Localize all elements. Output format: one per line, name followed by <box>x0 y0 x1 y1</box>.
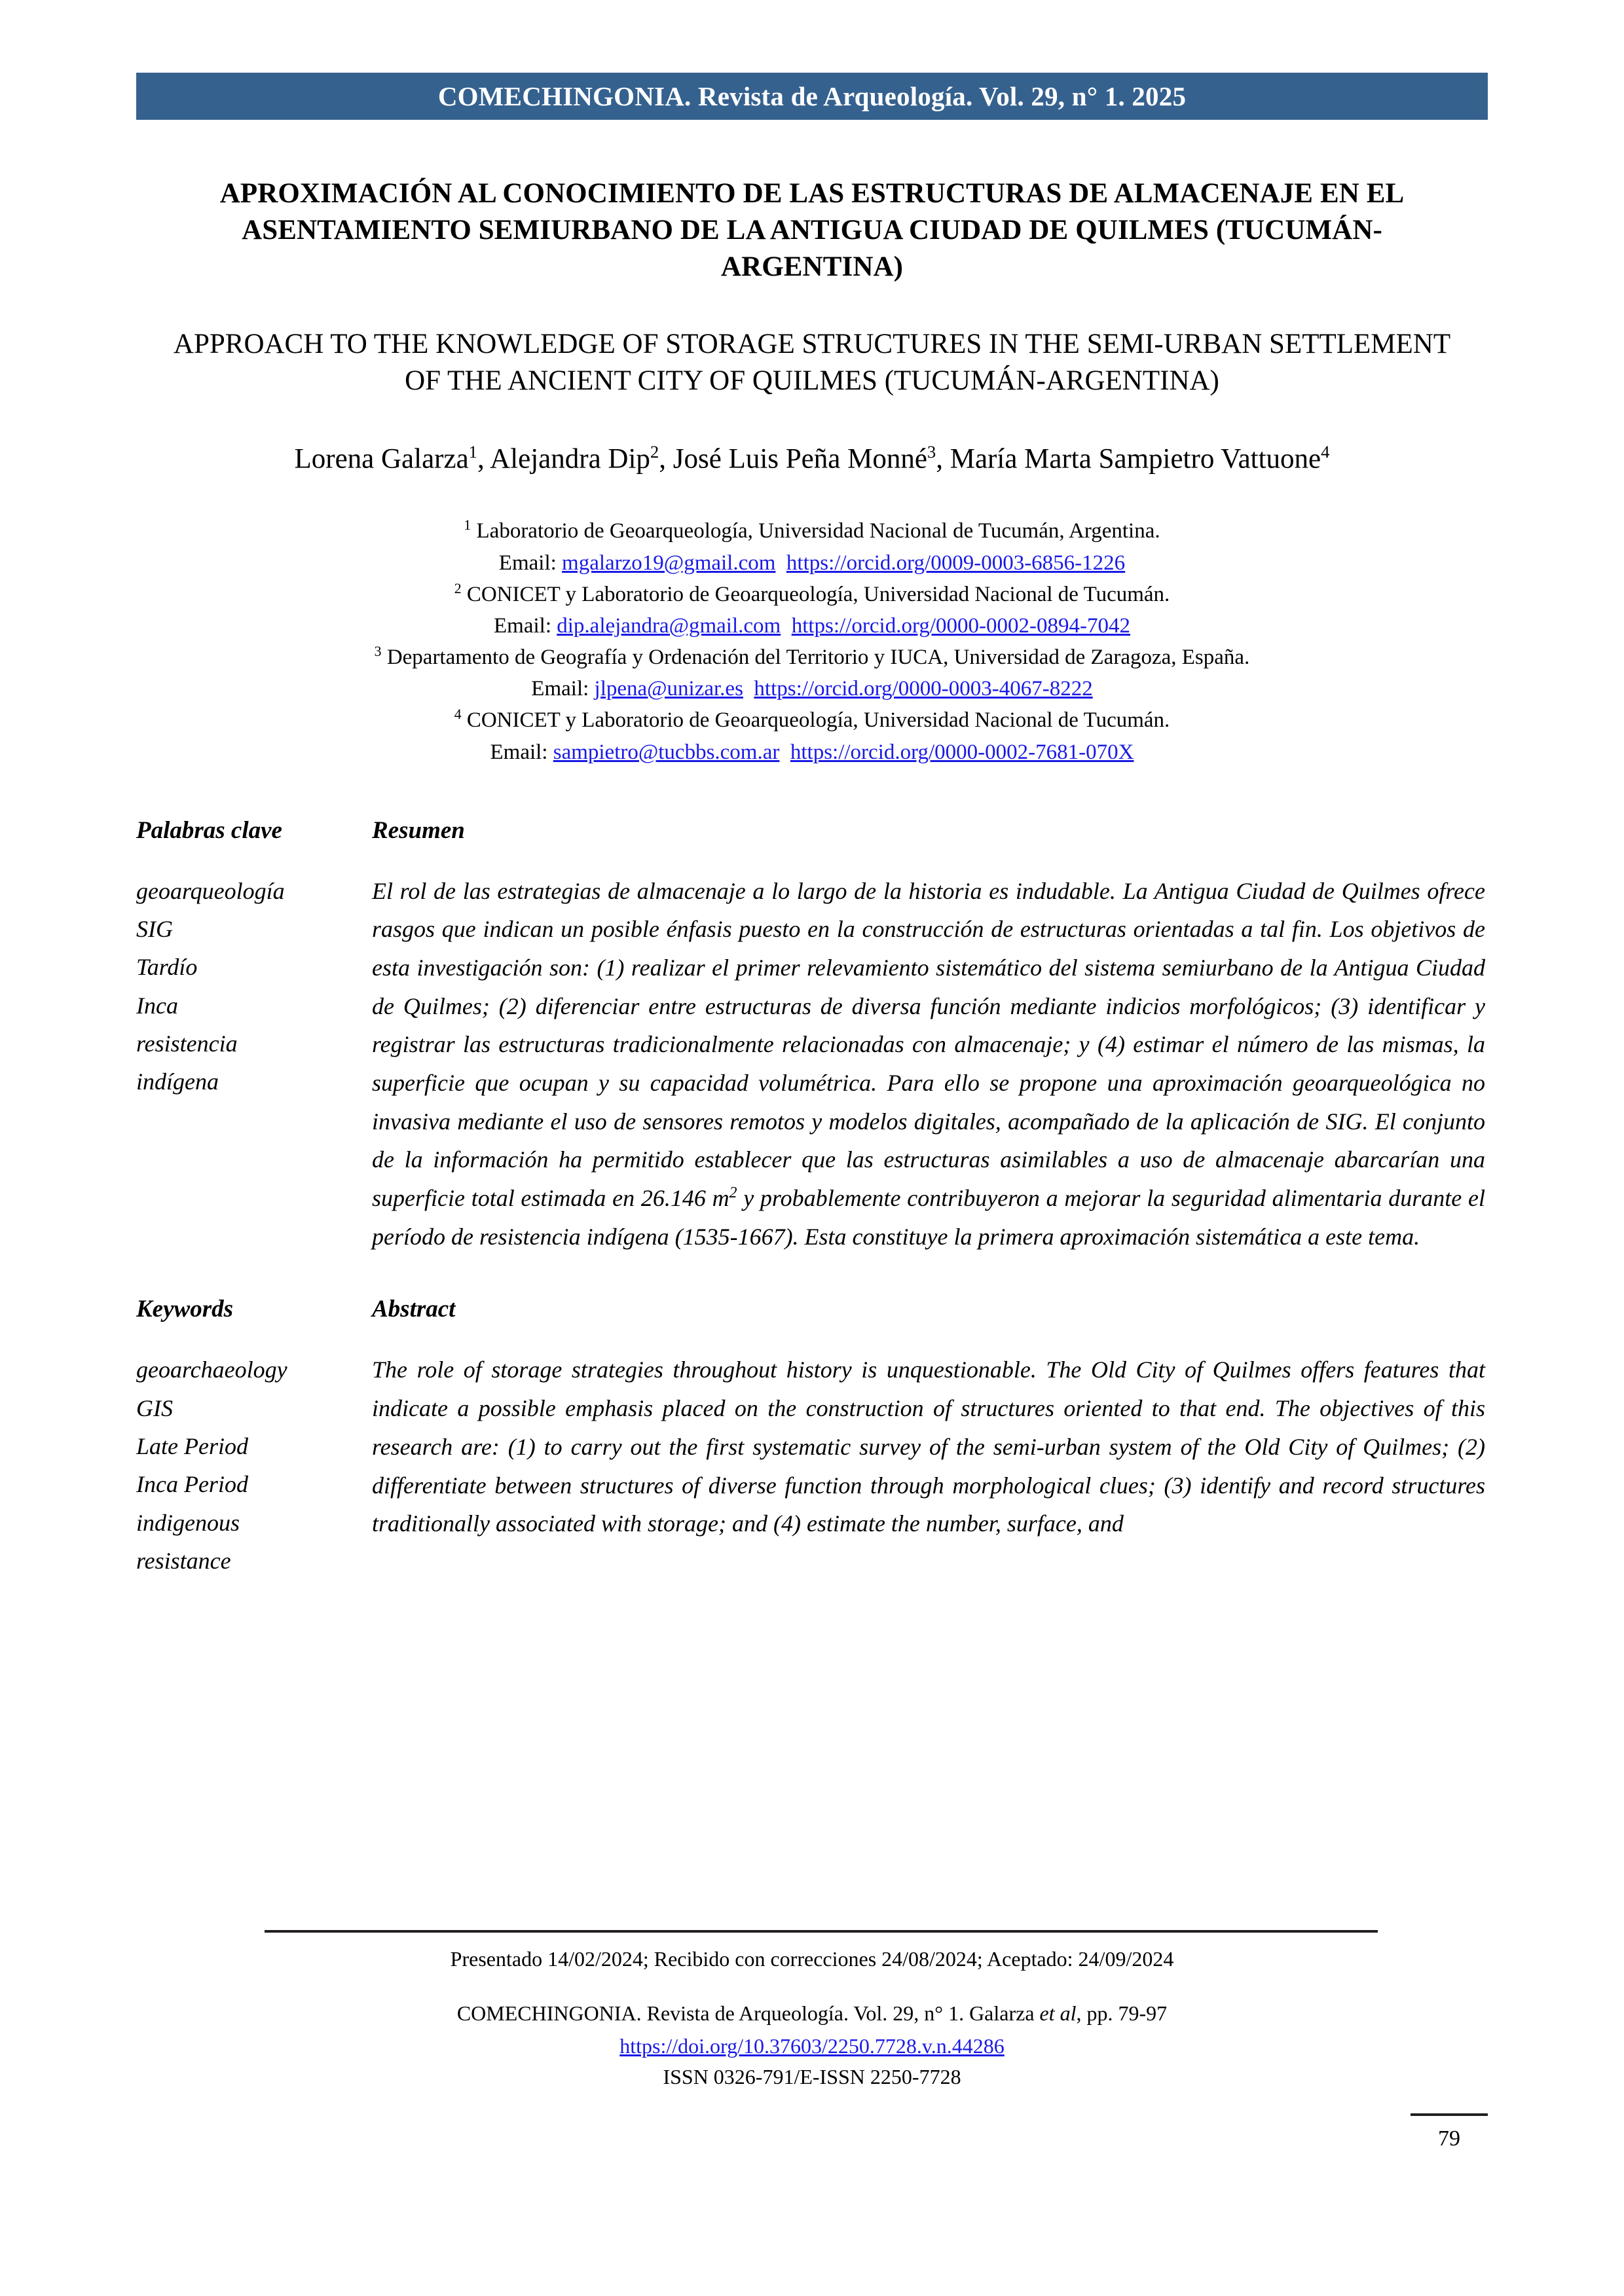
email-link[interactable]: mgalarzo19@gmail.com <box>562 551 776 575</box>
english-abstract-headings <box>136 1295 1488 1323</box>
abstract-heading-english: Abstract <box>372 1296 456 1323</box>
author-affiliation-marker: 1 <box>468 442 477 462</box>
abstract-text-english: The role of storage strategies throughout history is unquestionable. The Old City of Quilmes offers features that indicate a possible emphasis placed on the construction of structures oriented to that end. The objectives of this research are: (1) to carry out the first systematic survey of the semi-urban system of the Old City of Quilmes; (2) differentiate between structures of diverse function through morphological clues; (3) identify and record structures traditionally associated with storage; and (4) estimate the number, surface, and <box>372 1357 1485 1537</box>
article-title-spanish: APROXIMACIÓN AL CONOCIMIENTO DE LAS ESTRUCTURAS DE ALMACENAJE EN EL ASENTAMIENTO SEMIURBANO DE LA ANTIGUA CIUDAD DE QUILMES (TUCUMÁN-ARGENTINA) <box>219 178 1405 282</box>
page-number: 79 <box>1438 2126 1460 2151</box>
submission-dates: Presentado 14/02/2024; Recibido con correcciones 24/08/2024; Aceptado: 24/09/2024 <box>450 1947 1174 1971</box>
keyword-item: resistencia <box>136 1030 238 1057</box>
keywords-list-english <box>136 1351 372 1580</box>
affiliation-text: CONICET y Laboratorio de Geoarqueología, Universidad Nacional de Tucumán. <box>466 582 1170 606</box>
spanish-abstract-section <box>136 816 1488 1256</box>
keywords-list-spanish <box>136 872 372 1256</box>
keyword-item: Inca <box>136 992 178 1019</box>
keyword-item: geoarchaeology <box>136 1357 287 1383</box>
page-number-divider <box>1411 2113 1488 2116</box>
author-affiliation-marker: 4 <box>1321 442 1330 462</box>
affiliation-block <box>136 515 1488 767</box>
abstract-heading-spanish: Resumen <box>372 816 465 844</box>
affiliation-text: Laboratorio de Geoarqueología, Universidad Nacional de Tucumán, Argentina. <box>476 519 1160 543</box>
affiliation-contact <box>136 547 1488 579</box>
author-name: José Luis Peña Monné <box>673 443 927 475</box>
affiliation-institution <box>136 515 1488 547</box>
affiliation-contact <box>136 610 1488 642</box>
journal-header-text: COMECHINGONIA. Revista de Arqueología. Vol. 29, n° 1. 2025 <box>437 81 1187 111</box>
email-link[interactable]: sampietro@tucbbs.com.ar <box>553 740 780 764</box>
email-label: Email: <box>498 551 557 575</box>
email-label: Email: <box>490 740 548 764</box>
orcid-link[interactable]: https://orcid.org/0000-0002-0894-7042 <box>791 613 1130 638</box>
citation-etal: et al <box>1039 2001 1077 2026</box>
keywords-heading-spanish: Palabras clave <box>136 816 282 844</box>
doi-link[interactable]: https://doi.org/10.37603/2250.7728.v.n.44286 <box>619 2033 1005 2058</box>
keyword-item: geoarqueología <box>136 877 285 904</box>
orcid-link[interactable]: https://orcid.org/0000-0003-4067-8222 <box>754 677 1093 701</box>
email-link[interactable]: dip.alejandra@gmail.com <box>557 613 781 638</box>
author-name: María Marta Sampietro Vattuone <box>950 443 1321 475</box>
keyword-item: GIS <box>136 1394 173 1421</box>
affiliation-marker: 1 <box>464 517 471 534</box>
english-abstract-section <box>136 1295 1488 1580</box>
page-footer <box>136 1944 1488 2092</box>
spanish-abstract-headings <box>136 816 1488 845</box>
affiliation-marker: 2 <box>454 580 462 596</box>
orcid-link[interactable]: https://orcid.org/0009-0003-6856-1226 <box>786 551 1126 575</box>
footer-divider <box>265 1930 1378 1933</box>
keyword-item: Late Period <box>136 1433 248 1460</box>
affiliation-institution <box>136 704 1488 736</box>
doi-line <box>136 2032 1488 2061</box>
superscript-unit: 2 <box>729 1184 737 1202</box>
affiliation-institution <box>136 579 1488 610</box>
keyword-item: SIG <box>136 916 173 943</box>
keyword-item: indígena <box>136 1068 219 1095</box>
affiliation-text: Departamento de Geografía y Ordenación del Territorio y IUCA, Universidad de Zaragoza, España. <box>386 646 1250 670</box>
keyword-item: indigenous <box>136 1509 240 1536</box>
author-affiliation-marker: 3 <box>927 442 936 462</box>
keyword-item: Tardío <box>136 954 198 981</box>
abstract-text-spanish <box>372 872 1488 1256</box>
email-link[interactable]: jlpena@unizar.es <box>594 677 743 701</box>
author-list: Lorena Galarza$^1$, Alejandra Dip$^2$, José Luis Peña Monné$^3$, María Marta Sampietro Vattuone$^4$ <box>294 442 1330 475</box>
affiliation-institution <box>136 642 1488 673</box>
spanish-abstract-body <box>136 872 1488 1256</box>
english-abstract-body <box>136 1351 1488 1580</box>
affiliation-contact <box>136 673 1488 704</box>
keyword-item: resistance <box>136 1548 231 1575</box>
abstract-text-part: y probablemente contribuyeron a mejorar la seguridad alimentaria durante el período de resistencia indígena (1535-1667). Esta constituye la primera aproximación sistemática a este tema. <box>372 1185 1485 1250</box>
issn-line: ISSN 0326-791/E-ISSN 2250-7728 <box>663 2065 961 2089</box>
citation-part: COMECHINGONIA. Revista de Arqueología. Vol. 29, n° 1. Galarza <box>456 2001 1040 2026</box>
affiliation-contact <box>136 737 1488 768</box>
email-label: Email: <box>531 677 589 701</box>
affiliation-marker: 3 <box>374 644 382 660</box>
article-title-english: APPROACH TO THE KNOWLEDGE OF STORAGE STRUCTURES IN THE SEMI-URBAN SETTLEMENT OF THE ANCIENT CITY OF QUILMES (TUCUMÁN-ARGENTINA) <box>173 328 1451 397</box>
author-name: Alejandra Dip <box>490 443 650 475</box>
affiliation-marker: 4 <box>454 706 462 723</box>
citation-line <box>136 1999 1488 2028</box>
email-label: Email: <box>494 613 551 638</box>
abstract-text-part: El rol de las estrategias de almacenaje a lo largo de la historia es indudable. La Antigua Ciudad de Quilmes ofrece rasgos que indican un posible énfasis puesto en la construcción de estructuras orientadas a tal fin. Los objetivos de esta investigación son: (1) realizar el primer relevamiento sistemático del sistema semiurbano de la Antigua Ciudad de Quilmes; (2) diferenciar entre estructuras de diversa función mediante indicios morfológicos; (3) identificar y registrar las estructuras tradicionalmente relacionadas con almacenaje; y (4) estimar el número de las mismas, la superficie que ocupan y su capacidad volumétrica. Para ello se propone una aproximación geoarqueológica no invasiva mediante el uso de sensores remotos y modelos digitales, acompañado de la aplicación de SIG. El conjunto de la información ha permitido establecer que las estructuras asimilables a uso de almacenaje abarcarían una superficie total estimada en 26.146 m <box>372 877 1485 1212</box>
keywords-heading-english: Keywords <box>136 1296 233 1323</box>
orcid-link[interactable]: https://orcid.org/0000-0002-7681-070X <box>790 740 1134 764</box>
affiliation-text: CONICET y Laboratorio de Geoarqueología, Universidad Nacional de Tucumán. <box>466 708 1170 733</box>
author-name: Lorena Galarza <box>294 443 469 475</box>
journal-header-band <box>136 73 1488 120</box>
article-front-matter <box>136 120 1488 1580</box>
author-affiliation-marker: 2 <box>650 442 659 462</box>
keyword-item: Inca Period <box>136 1471 248 1498</box>
citation-pages: , pp. 79-97 <box>1076 2001 1168 2026</box>
